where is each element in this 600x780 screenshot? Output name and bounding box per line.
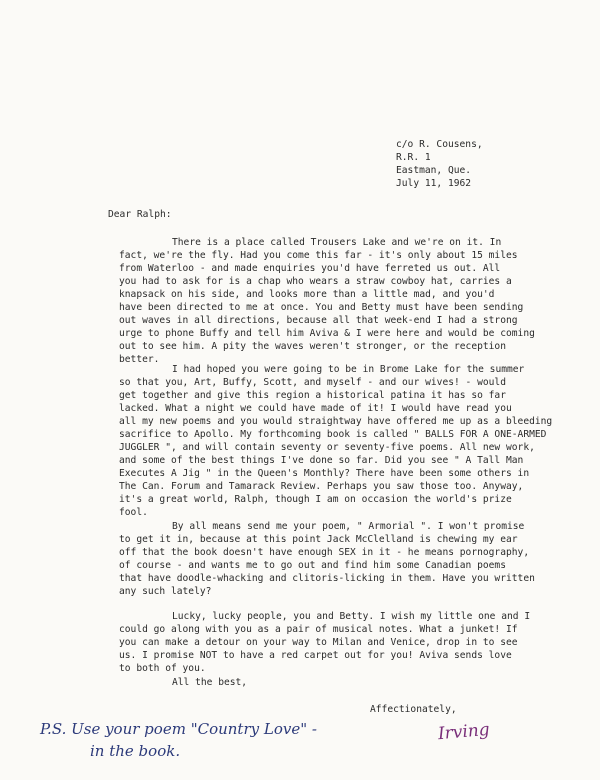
text-line: JUGGLER ", and will contain seventy or seventy-five poems. All new work, <box>119 442 535 453</box>
salutation: Dear Ralph: <box>108 209 172 220</box>
text-line: so that you, Art, Buffy, Scott, and myself - and our wives! - would <box>119 377 506 388</box>
text-line: out waves in all directions, because all that week-end I had a strong <box>119 315 518 326</box>
postscript-line: in the book. <box>90 742 181 760</box>
text-line: I had hoped you were going to be in Brome Lake for the summer <box>172 364 525 375</box>
handwritten-signature: Irving <box>437 719 491 745</box>
text-line: get together and give this region a historical patina it has so far <box>119 390 506 401</box>
address-line: R.R. 1 <box>396 152 431 163</box>
text-line: The Can. Forum and Tamarack Review. Perhaps you saw those too. Anyway, <box>119 481 524 492</box>
handwritten-postscript <box>40 718 317 762</box>
text-line: knapsack on his side, and looks more than a little mad, and you'd <box>119 289 495 300</box>
paragraph-4 <box>119 610 589 675</box>
address-line: c/o R. Cousens, <box>396 139 483 150</box>
text-line: to both of you. <box>119 663 206 674</box>
text-line: Lucky, lucky people, you and Betty. I wish my little one and I <box>172 611 531 622</box>
text-line: and some of the best things I've done so far. Did you see " A Tall Man <box>119 455 524 466</box>
text-line: By all means send me your poem, " Armorial ". I won't promise <box>172 521 525 532</box>
sender-address <box>396 138 483 190</box>
address-line: Eastman, Que. <box>396 165 472 176</box>
text-line: to get it in, because at this point Jack McClelland is chewing my ear <box>119 534 518 545</box>
postscript-line: P.S. Use your poem "Country Love" - <box>40 720 317 738</box>
paragraph-1 <box>119 236 589 366</box>
text-line: out to see him. A pity the waves weren't stronger, or the reception <box>119 341 506 352</box>
closing: All the best, <box>172 677 248 688</box>
paragraph-3 <box>119 520 589 598</box>
text-line: all my new poems and you would straightway have offered me up as a bleeding <box>119 416 553 427</box>
text-line: from Waterloo - and made enquiries you'd have ferreted us out. All <box>119 263 501 274</box>
text-line: you can make a detour on your way to Milan and Venice, drop in to see <box>119 637 518 648</box>
text-line: could go along with you as a pair of musical notes. What a junket! If <box>119 624 518 635</box>
text-line: us. I promise NOT to have a red carpet out for you! Aviva sends love <box>119 650 512 661</box>
paragraph-2 <box>119 363 589 519</box>
text-line: Executes A Jig " in the Queen's Monthly? There have been some others in <box>119 468 530 479</box>
text-line: it's a great world, Ralph, though I am on occasion the world's prize <box>119 494 512 505</box>
letter-date: July 11, 1962 <box>396 178 472 189</box>
text-line: urge to phone Buffy and tell him Aviva & I were here and would be coming <box>119 328 535 339</box>
text-line: There is a place called Trousers Lake and we're on it. In <box>172 237 502 248</box>
text-line: sacrifice to Apollo. My forthcoming book is called " BALLS FOR A ONE-ARMED <box>119 429 547 440</box>
text-line: better. <box>119 354 160 365</box>
text-line: fool. <box>119 507 148 518</box>
text-line: have been directed to me at once. You and Betty must have been sending <box>119 302 524 313</box>
text-line: fact, we're the fly. Had you come this far - it's only about 15 miles <box>119 250 518 261</box>
text-line: off that the book doesn't have enough SEX in it - he means pornography, <box>119 547 530 558</box>
text-line: you had to ask for is a chap who wears a straw cowboy hat, carries a <box>119 276 512 287</box>
text-line: lacked. What a night we could have made of it! I would have read you <box>119 403 512 414</box>
text-line: of course - and wants me to go out and find him some Canadian poems <box>119 560 506 571</box>
text-line: that have doodle-whacking and clitoris-licking in them. Have you written <box>119 573 535 584</box>
signoff: Affectionately, <box>370 704 457 715</box>
text-line: any such lately? <box>119 586 212 597</box>
